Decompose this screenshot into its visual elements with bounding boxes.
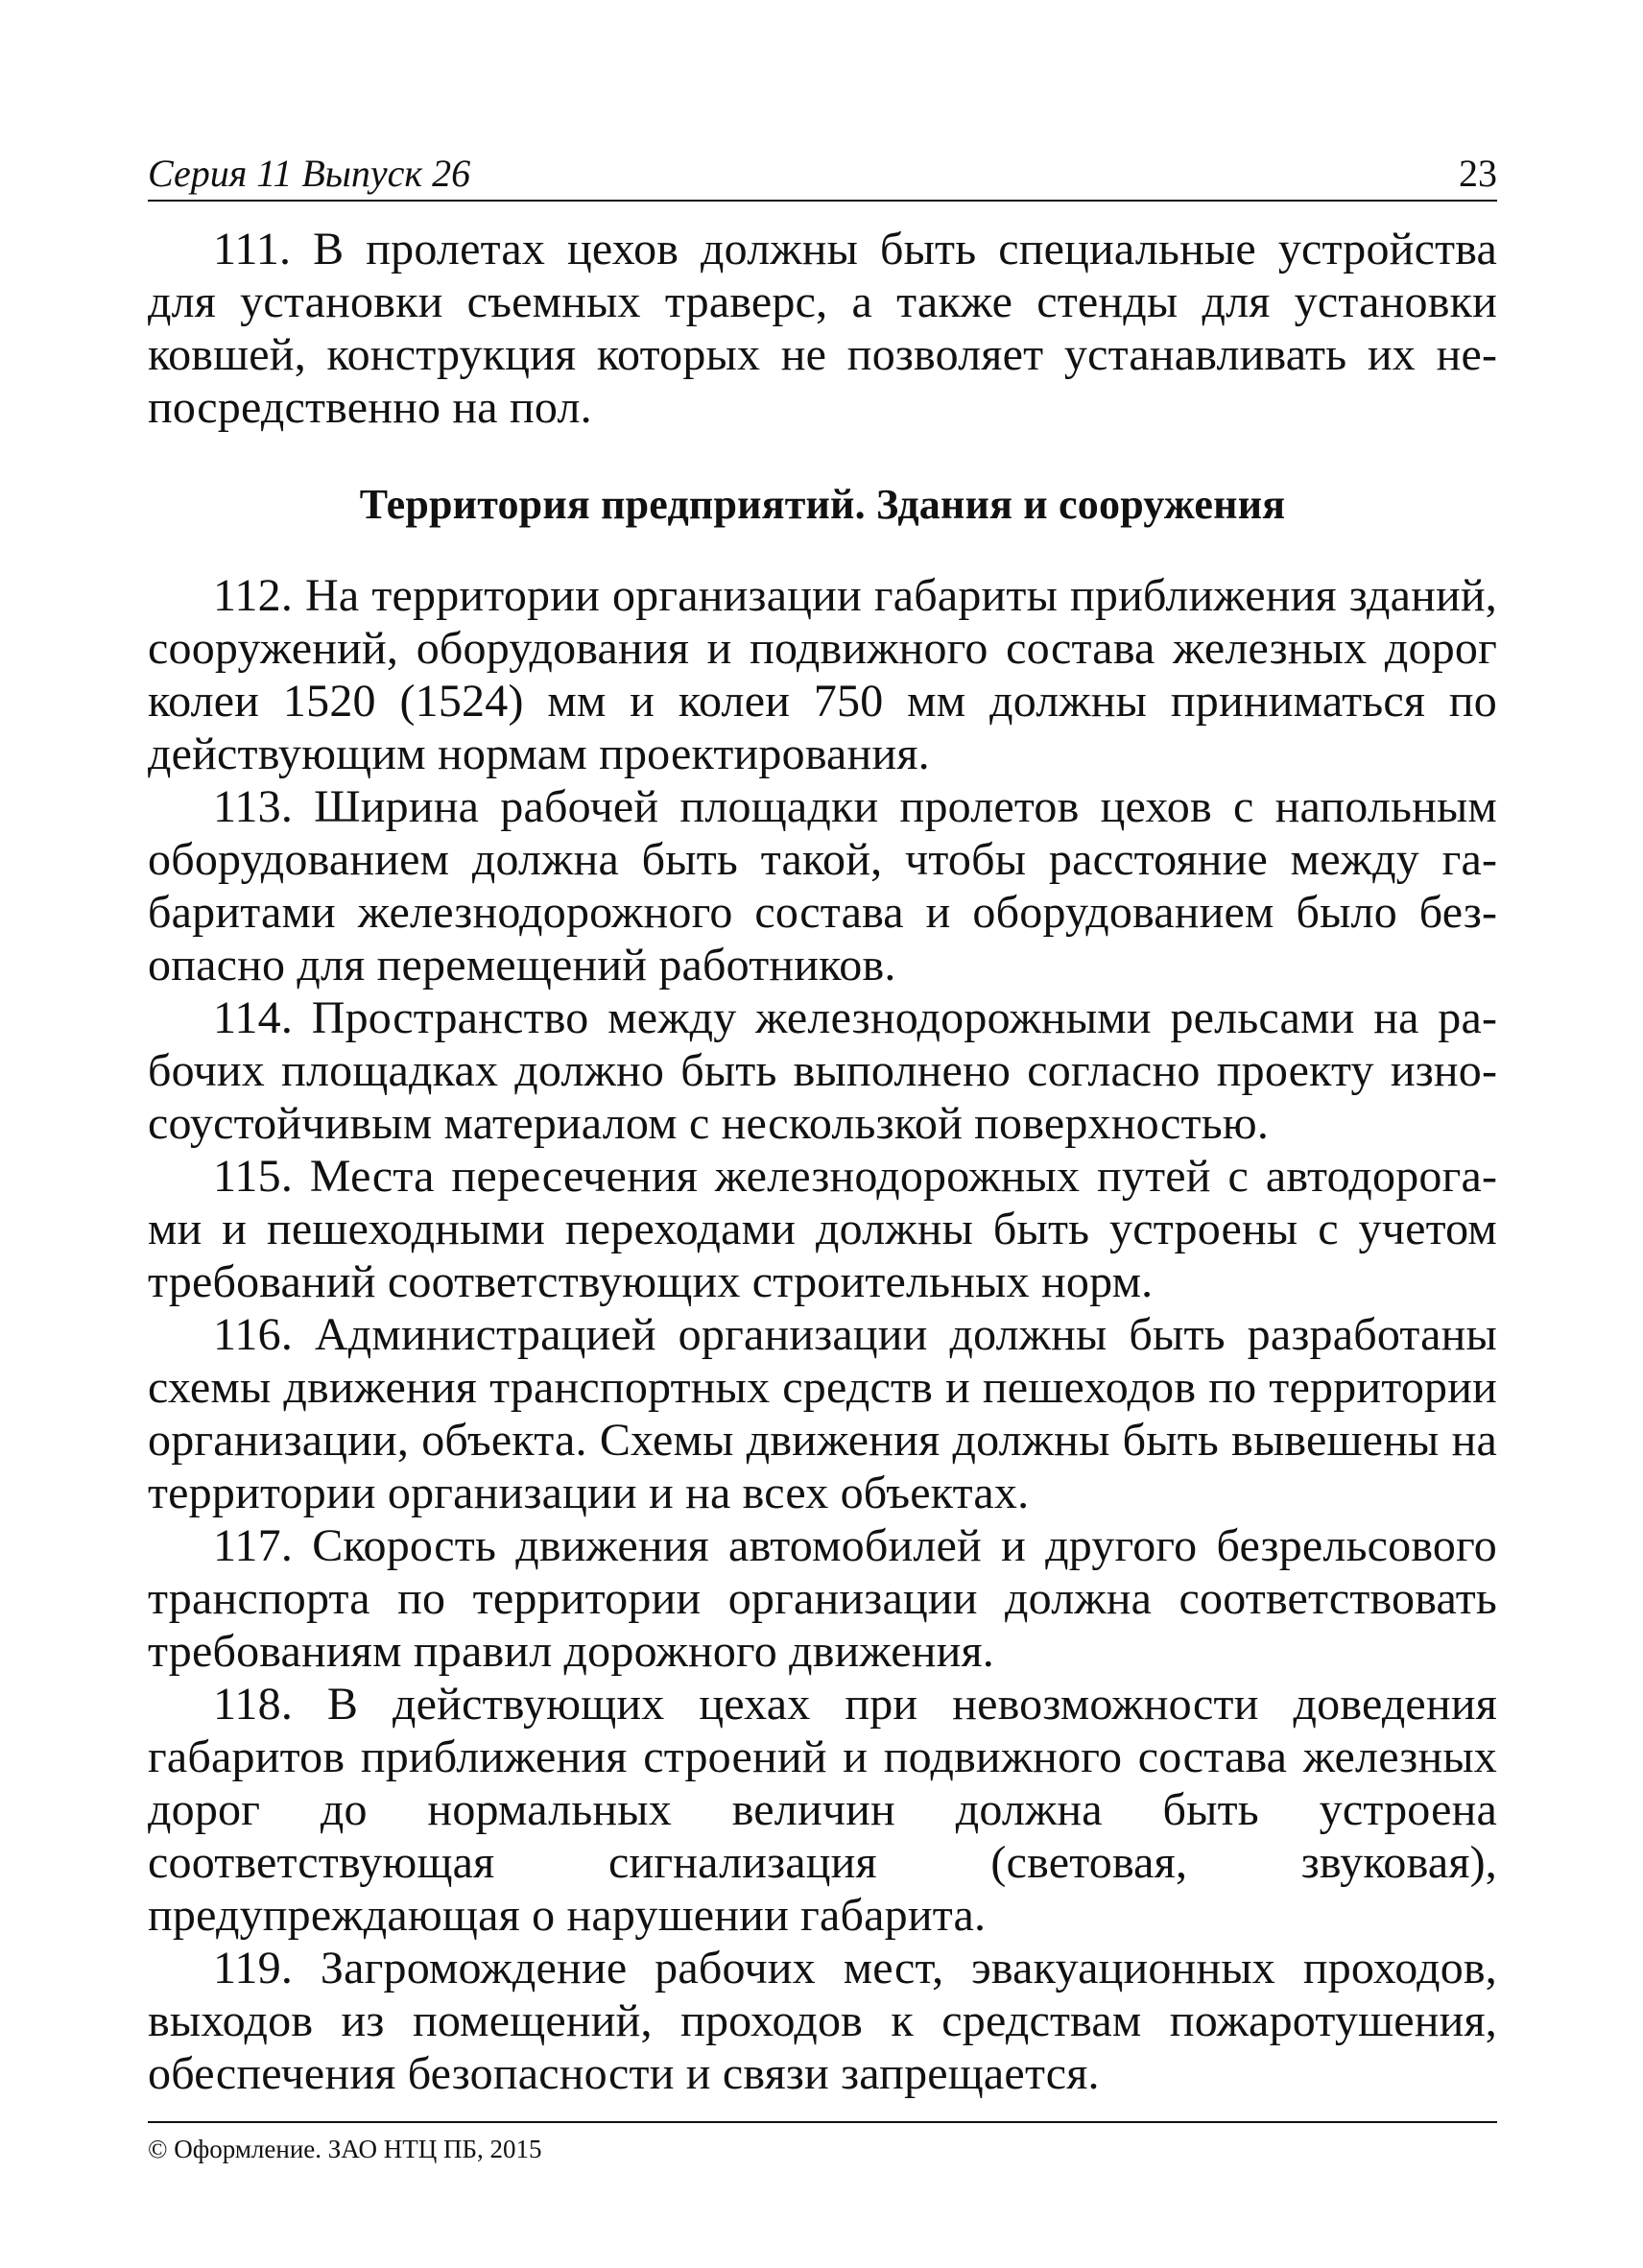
series-title: Серия 11 Выпуск 26 [148, 152, 471, 195]
copyright-notice: © Оформление. ЗАО НТЦ ПБ, 2015 [148, 2135, 542, 2163]
paragraph-116: 116. Администрацией организации должны быть разработаны схемы движения транспортных средств и пешеходов по территории организации, объекта. Схемы движения должны быть вывешены на территории организации и на всех объектах. [148, 1309, 1497, 1518]
paragraph-119: 119. Загромождение рабочих мест, эвакуационных проходов, выходов из помещений, проходов к средствам пожаротушения, обеспечения безопасности и связи запрещается. [148, 1943, 1497, 2099]
footer [148, 2121, 1497, 2164]
paragraph-115: 115. Места пересечения железнодорожных путей с автодорогами и пешеходными переходами должны быть устроены с учетом требований соответствующих строительных норм. [148, 1151, 1497, 1307]
body-text [148, 223, 1497, 2100]
paragraph-113: 113. Ширина рабочей площадки пролетов цехов с напольным оборудованием должна быть такой, чтобы расстояние между габаритами железнодорожного состава и оборудованием было безопасно для перемещений работников. [148, 781, 1497, 991]
paragraph-117: 117. Скорость движения автомобилей и другого безрельсового транспорта по территории организации должна соответствовать требованиям правил дорожного движения. [148, 1520, 1497, 1677]
page-number: 23 [1459, 152, 1497, 195]
section-heading: Территория предприятий. Здания и сооружения [359, 481, 1286, 528]
paragraph-111: 111. В пролетах цехов должны быть специальные устройства для установки съемных траверс, а также стенды для установки ковшей, конструкция которых не позволяет устанавливать их непосредственно на пол. [148, 224, 1497, 433]
paragraph-112: 112. На территории организации габариты приближения зданий, сооружений, оборудования и подвижного состава железных дорог колеи 1520 (1524) мм и колеи 750 мм должны приниматься по действующим нормам проектирования. [148, 570, 1497, 779]
paragraph-118: 118. В действующих цехах при невозможности доведения габаритов приближения строений и подвижного состава железных дорог до нормальных величин должна быть устроена соответствующая сигнализация (световая, звуковая), предупреждающая о нарушении габарита. [148, 1679, 1497, 1941]
document-page [148, 144, 1497, 2100]
paragraph-114: 114. Пространство между железнодорожными рельсами на рабочих площадках должно быть выполнено согласно проекту износоустойчивым материалом с нескользкой поверхностью. [148, 992, 1497, 1149]
running-header [148, 144, 1497, 202]
